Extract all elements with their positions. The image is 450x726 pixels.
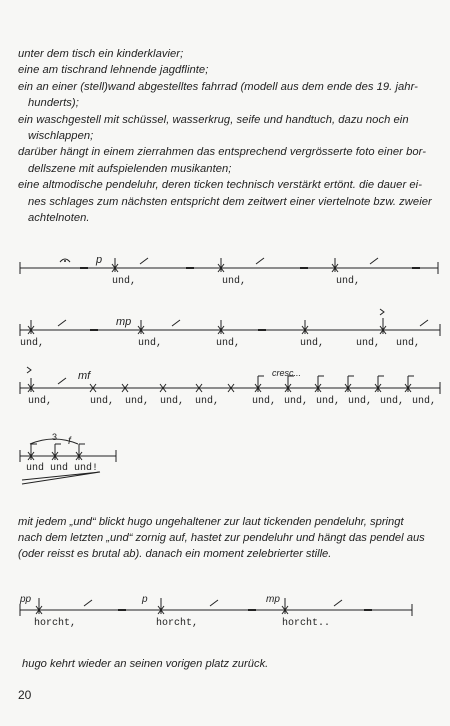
intro-text [18,46,446,226]
lyric-word: und, [336,276,361,287]
notation-system-1 [0,248,450,308]
text-line: nach dem letzten „und“ zornig auf, hastet zur pendeluhr und hängt das pendel aus [18,532,425,545]
lyric-word: und, [348,396,373,407]
page-number: 20 [18,688,32,702]
lyric-word: und, [396,338,421,349]
staff-line-1 [0,248,450,298]
dynamic-marking: pp [20,594,32,605]
staff-line-2 [0,310,450,360]
dynamic-marking: mf [78,370,91,382]
lyric-word: und, [216,338,241,349]
lyric-word: und, [160,396,185,407]
lyric-word: und, [252,396,277,407]
lyric-word: und, [284,396,309,407]
dynamic-marking: f [68,436,71,447]
lyric-word: und, [222,276,247,287]
dynamic-marking: mp [266,594,280,605]
notation-system-4 [0,432,450,492]
text-line: mit jedem „und“ blickt hugo ungehaltener zur laut tickenden pendeluhr, springt [18,516,404,528]
lyric-word: horcht, [34,618,77,629]
text-line: (oder reisst es brutal ab). danach ein moment zelebrierter stille. [18,548,332,561]
text-line: dellszene mit aufspielenden musikanten; [28,162,232,175]
lyric-word: und! [74,463,99,474]
lyric-word: und, [195,396,220,407]
lyric-word: und, [90,396,115,407]
closing-text: hugo kehrt wieder an seinen vorigen platz zurück. [22,658,269,670]
lyric-word: horcht, [156,618,199,629]
notation-system-5 [0,590,450,650]
dynamic-marking: p [142,594,148,605]
staff-line-5 [0,590,450,640]
dynamic-marking: p [96,254,103,266]
stage-direction-text [18,514,448,563]
lyric-word: horcht.. [282,618,331,629]
lyric-word: und, [316,396,341,407]
lyric-word: und, [300,338,325,349]
text-line: hunderts); [28,97,79,110]
lyric-word: und [50,463,69,474]
crescendo-marking: cresc... [272,368,302,378]
notation-system-3 [0,368,450,428]
lyric-word: und, [380,396,405,407]
text-line: ein an einer (stell)wand abgestelltes fahrrad (modell aus dem ende des 19. jahr- [18,80,418,93]
notation-system-2 [0,310,450,370]
lyric-word: und, [20,338,45,349]
dynamic-marking: mp [116,316,132,328]
lyric-word: und, [112,276,137,287]
staff-line-3 [0,368,450,418]
lyric-word: und, [28,396,53,407]
text-line: ein waschgestell mit schüssel, wasserkrug, seife und handtuch, dazu noch ein [18,113,409,126]
text-line: eine altmodische pendeluhr, deren ticken technisch verstärkt ertönt. die dauer ei- [18,179,422,192]
lyric-word: und, [412,396,437,407]
text-line: unter dem tisch ein kinderklavier; [18,48,184,60]
lyric-word: und, [356,338,381,349]
lyric-word: und, [125,396,150,407]
lyric-word: und, [138,338,163,349]
text-line: nes schlages zum nächsten entspricht dem zeitwert einer viertelnote bzw. zweier [28,195,432,208]
lyric-word: und [26,463,45,474]
text-line: wischlappen; [28,130,94,143]
triplet-number: 3 [52,432,58,442]
text-line: eine am tischrand lehnende jagdflinte; [18,64,209,77]
text-line: darüber hängt in einem zierrahmen das entsprechend vergrösserte foto einer bor- [18,146,426,159]
text-line: achtelnoten. [28,212,90,225]
